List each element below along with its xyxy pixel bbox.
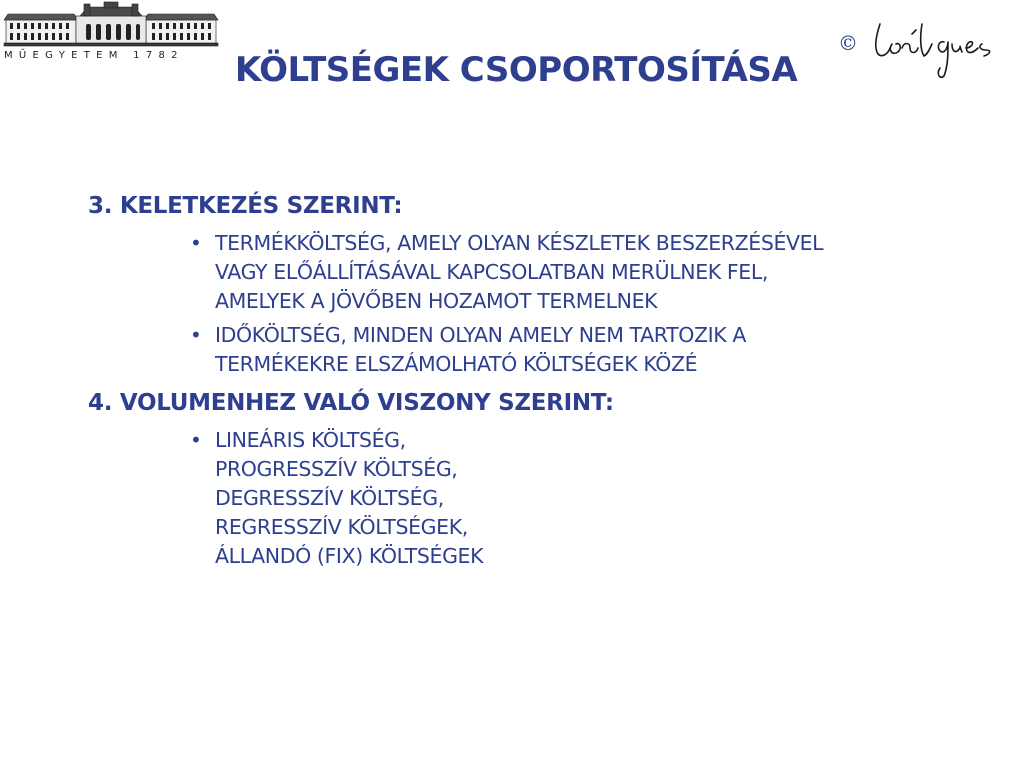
copyright-symbol: © <box>838 31 858 55</box>
bullet-line: REGRESSZÍV KÖLTSÉGEK, <box>215 515 468 539</box>
bullet-line: LINEÁRIS KÖLTSÉG, <box>215 428 406 452</box>
bullet-line: AMELYEK A JÖVŐBEN HOZAMOT TERMELNEK <box>215 289 658 313</box>
logo-caption: MŰEGYETEM 1782 <box>4 50 184 61</box>
bullet-line: TERMÉKKÖLTSÉG, AMELY OLYAN KÉSZLETEK BESZERZÉSÉVEL <box>215 231 824 255</box>
section-heading-3: 3. KELETKEZÉS SZERINT: <box>88 193 403 219</box>
bullet-line: DEGRESSZÍV KÖLTSÉG, <box>215 486 444 510</box>
bullet-list-section-3 <box>190 229 980 384</box>
bullet-dot-icon: • <box>190 323 202 347</box>
bullet-line: IDŐKÖLTSÉG, MINDEN OLYAN AMELY NEM TARTOZIK A <box>215 323 747 347</box>
bullet-line: ÁLLANDÓ (FIX) KÖLTSÉGEK <box>215 544 484 568</box>
bullet-dot-icon: • <box>190 428 202 452</box>
bullet-dot-icon: • <box>190 231 202 255</box>
section-heading-4: 4. VOLUMENHEZ VALÓ VISZONY SZERINT: <box>88 390 614 416</box>
bullet-line: TERMÉKEKRE ELSZÁMOLHATÓ KÖLTSÉGEK KÖZÉ <box>215 352 698 376</box>
page-title: KÖLTSÉGEK CSOPORTOSÍTÁSA <box>234 50 798 90</box>
bullet-line: VAGY ELŐÁLLÍTÁSÁVAL KAPCSOLATBAN MERÜLNEK FEL, <box>215 260 768 284</box>
bullet-line: PROGRESSZÍV KÖLTSÉG, <box>215 457 458 481</box>
list-item <box>190 321 980 379</box>
bullet-list-section-4 <box>190 426 980 576</box>
list-item <box>190 426 980 571</box>
list-item <box>190 229 980 316</box>
